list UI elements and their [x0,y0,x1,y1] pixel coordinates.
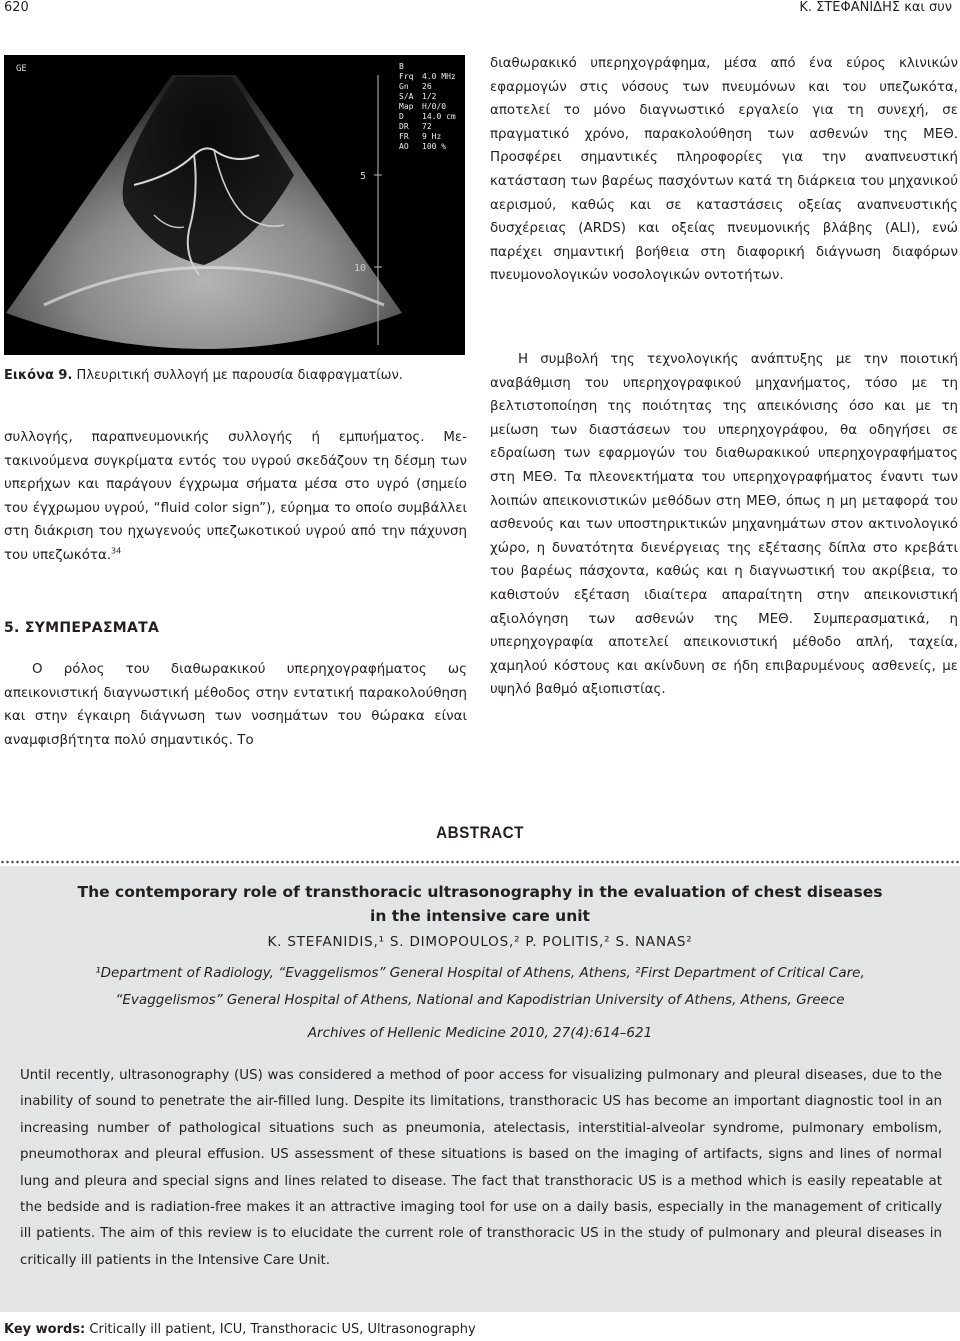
abstract-heading: The contemporary role of transthoracic ultrasonography in the evaluation of chest diseases in the intensive care unit [77,883,883,925]
svg-text:1/2: 1/2 [422,92,437,101]
keywords-label: Key words: [4,1322,86,1337]
paragraph: διαθωρακικό υπερηχογράφημα, μέσα από ένα εύρος κλινικών εφαρμογών στις νόσους των πνευμόνων και του υπεζωκότα, αποτελεί το μόνο διαγνωστικό εργαλείο για τη συνεχή, σε πραγματικό χρόνο, παρακολούθηση των ασθενών της ΜΕΘ. Προσφέρει σημαντικές πληροφορίες για την αναπνευστική κατάσταση των βαρέως πασχόντων κατά τη διάρκεια του μηχανικού αερισμού, καθώς και σε καταστάσεις οξείας αναπνευστικής δυσχέρειας (ARDS) και οξείας πνευμονικής βλάβης (ALI), ενώ παρέχει σημαντική βοήθεια στη διαφορική διάγνωση διαφόρων πνευμονολογικών νοσολογικών οντοτήτων. [490,56,958,284]
paragraph: Ο ρόλος του διαθωρακικού υπερηχογραφήματος ως απεικονιστική διαγνωστική μέθοδος στην εντατική παρακολούθηση και στην έγκαιρη διάγνωση των νοσημάτων του θώρακα είναι αναμφισβήτητα πολύ σημαντικός. Το [4,662,467,748]
svg-text:4.0 MHz: 4.0 MHz [422,72,456,81]
left-column-top [4,426,467,568]
svg-text:FR: FR [399,132,409,141]
abstract-affiliations: ¹Department of Radiology, “Evaggelismos” General Hospital of Athens, Athens, ²First Department of Critical Care, “Evaggelismos” General Hospital of Athens, National and Kapodistrian University of Athens, Athens, Greece [95,965,865,1008]
abstract-label: ABSTRACT [436,823,524,842]
svg-text:Frq: Frq [399,72,414,81]
right-column-bottom [490,348,958,702]
running-head: Κ. ΣΤΕΦΑΝΙΔΗΣ και συν [799,0,952,15]
abstract-body: Until recently, ultrasonography (US) was considered a method of poor access for visualizing pulmonary and pleural diseases, due to the inability of sound to penetrate the air-filled lung. Despite its limitations, transthoracic US has become an important diagnostic tool in an increasing number of pathological situations such as pneumonia, atelectasis, interstitial-alveolar syndrome, pulmonary embolism, pneumothorax and pleural effusion. US assessment of these situations is based on the imaging of artifacts, signs and lines of normal lung and pleura and special signs and lines related to disease. The fact that transthoracic US is a method which is easily repeatable at the bedside and is radiation-free makes it an attractive imaging tool for use on a daily basis, especially in the management of critically ill patients. The aim of this review is to elucidate the current role of transthoracic US in the study of pulmonary and pleural diseases in critically ill patients in the Intensive Care Unit. [20,1068,942,1268]
right-column-top [490,52,958,288]
svg-text:Gn: Gn [399,82,409,91]
ultrasound-figure [4,55,465,355]
depth-mark-10: 10 [354,263,367,274]
paragraph: συλλογής, παραπνευμονικής συλλογής ή εμπυήματος. Μετακινούμενα συγκρίματα εντός του υγρού σκεδάζουν τη δέσμη των υπερήχων και παράγουν έγχρωμα σήματα μέσα στο υγρό (σημείο του έγχρωμου υγρού, “fluid color sign”), εύρημα το οποίο συμβάλλει στη διάκριση του ηχωγενούς υπεζωκοτικού υγρού από την πάχυνση του υπεζωκότα.$^{34}$ [4,430,467,563]
svg-text:72: 72 [422,122,432,131]
svg-text:S/A: S/A [399,92,414,101]
svg-text:B: B [399,62,404,71]
probe-logo: GE [16,64,27,74]
svg-text:9 Hz: 9 Hz [422,132,442,141]
depth-mark-5: 5 [360,171,367,182]
svg-text:D: D [399,112,404,121]
keywords-text: Critically ill patient, ICU, Transthoracic US, Ultrasonography [85,1322,476,1337]
svg-text:DR: DR [399,122,409,131]
page-number: 620 [4,0,29,15]
caption-label: Εικόνα 9. [4,368,73,383]
dotted-divider [0,860,960,864]
svg-text:AO: AO [399,142,409,151]
caption-text: Πλευριτική συλλογή με παρουσία διαφραγματίων. [72,368,403,383]
svg-text:100 %: 100 % [422,142,447,151]
section-heading: 5. ΣΥΜΠΕΡΑΣΜΑΤΑ [4,620,160,636]
figure-caption [4,368,474,383]
svg-text:14.0 cm: 14.0 cm [422,112,456,121]
left-column-bottom [4,658,467,752]
abstract-journal-citation: Archives of Hellenic Medicine 2010, 27(4):614–621 [307,1025,653,1041]
reference-superscript: 34 [111,546,122,556]
keywords [4,1322,476,1337]
abstract-authors: K. STEFANIDIS,¹ S. DIMOPOULOS,² P. POLITIS,² S. NANAS² [267,934,693,950]
svg-text:Map: Map [399,102,414,111]
paragraph: Η συμβολή της τεχνολογικής ανάπτυξης με την ποιοτική αναβάθμιση του υπερηχογραφικού μηχανήματος, τόσο με τη βελτιστοποίηση της ποιότητας της απεικόνισης όσο και με τη μείωση των διαστάσεων του υπερηχογράφου, θα οδηγήσει σε εδραίωση των εφαρμογών του διαθωρακικού υπερηχογραφήματος στη ΜΕΘ. Τα πλεονεκτήματα του υπερηχογραφήματος έναντι των λοιπών απεικονιστικών μεθόδων στη ΜΕΘ, όπως η μη μεταφορά του ασθενούς και των υποστηρικτικών μηχανημάτων στον ακτινολογικό χώρο, η δυνατότητα διενέργειας της εξέτασης δίπλα στο κρεβάτι του βαρέως πάσχοντα, καθώς και η διαγνωστική του ακρίβεια, το καθιστούν εξέταση ιδιαίτερα απαραίτητη στην απεικονιστική αξιολόγηση των ασθενών της ΜΕΘ. Συμπερασματικά, η υπερηχογραφία αποτελεί απεικονιστική μέθοδο απλή, ταχεία, χαμηλού κόστους και ακίνδυνη σε ήδη επιβαρυμένους ασθενείς, με υψηλό βαθμό αξιοπιστίας. [490,352,958,698]
ultrasound-image [4,55,465,355]
svg-text:H/0/0: H/0/0 [422,102,447,111]
svg-text:26: 26 [422,82,432,91]
